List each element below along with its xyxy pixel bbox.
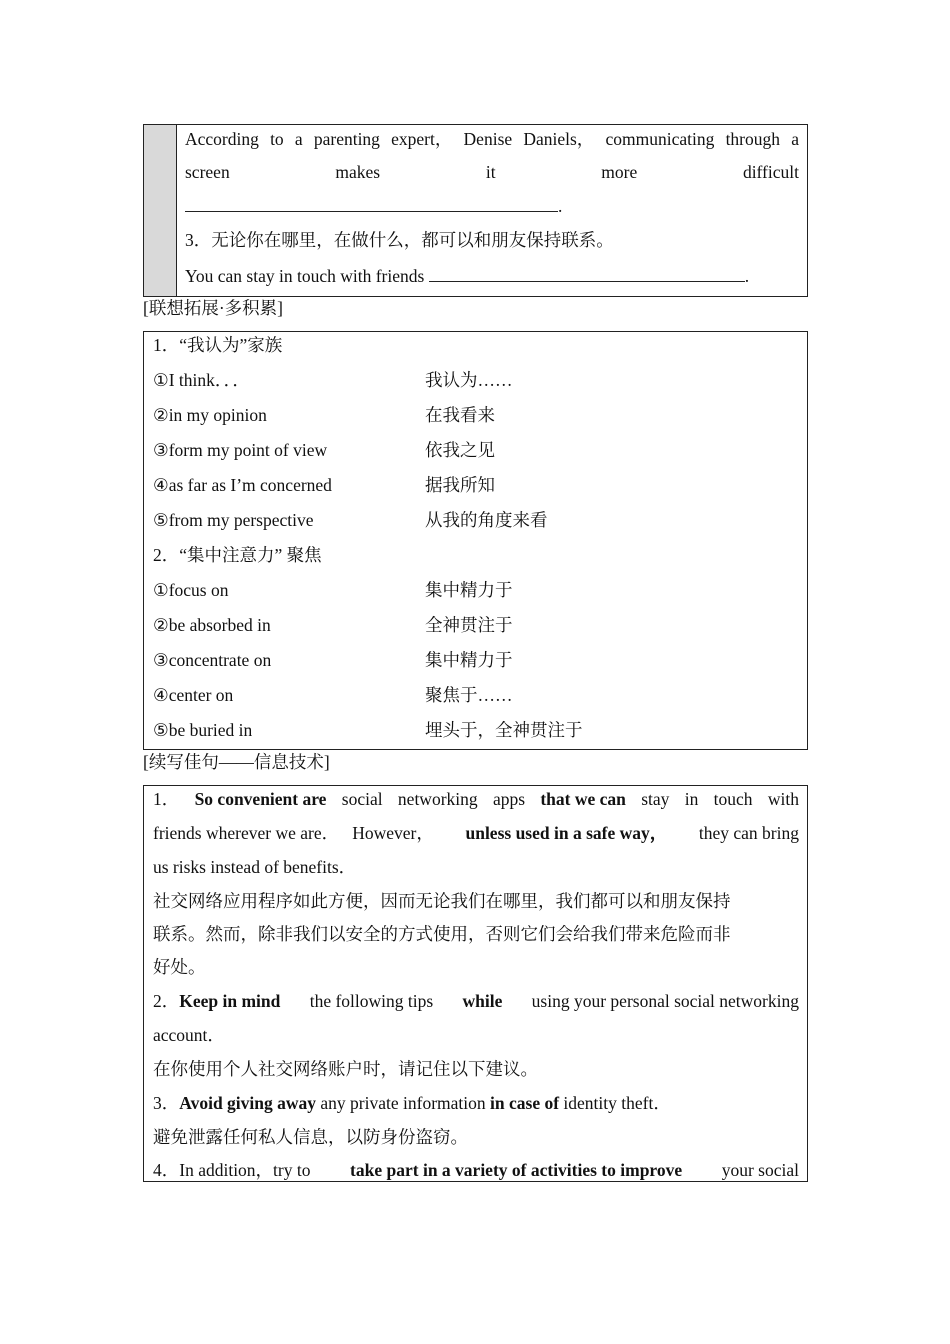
list-item: ②in my opinion 在我看来 — [153, 405, 495, 425]
sentence-2-line-2: account． — [153, 1025, 225, 1045]
sentence-3-line-1: 3．Avoid giving away any private information in case of identity theft． — [153, 1093, 671, 1113]
exercise-line-5: You can stay in touch with friends . — [185, 266, 750, 286]
word: Daniels， — [523, 129, 595, 149]
list-item: ⑤from my perspective 从我的角度来看 — [153, 510, 548, 530]
list-item: ④as far as I’m concerned 据我所知 — [153, 475, 495, 495]
vocabulary-box — [143, 331, 808, 750]
word: makes — [335, 162, 381, 182]
answer-blank[interactable] — [429, 264, 745, 282]
list-item: ①focus on 集中精力于 — [153, 580, 513, 600]
exercise-line-3: . — [185, 194, 799, 218]
word: Denise — [463, 129, 513, 149]
list-item: ⑤be buried in 埋头于，全神贯注于 — [153, 720, 583, 740]
sentence-1-translation: 联系。然而，除非我们以安全的方式使用，否则它们会给我们带来危险而非 — [153, 924, 731, 944]
word: parenting — [313, 129, 380, 149]
word: expert， — [391, 129, 453, 149]
exercise-line-2 — [185, 160, 799, 184]
word: difficult — [742, 162, 799, 182]
sentence-2-translation: 在你使用个人社交网络账户时，请记住以下建议。 — [153, 1059, 538, 1079]
sentence-1-line-3: us risks instead of benefits． — [153, 857, 357, 877]
sentence-2-line-1: 2．Keep in mind the following tips while using your personal social networking — [153, 991, 799, 1011]
sentence-3-translation: 避免泄露任何私人信息，以防身份盗窃。 — [153, 1127, 468, 1147]
group-title: 2．“集中注意力” 聚焦 — [153, 545, 322, 565]
word: through — [725, 129, 781, 149]
word: a — [294, 129, 303, 149]
sentence-1-translation: 好处。 — [153, 957, 206, 977]
sentences-box — [143, 785, 808, 1182]
word: communicating — [605, 129, 715, 149]
word: screen — [185, 162, 230, 182]
word: According — [185, 129, 259, 149]
sentence-1-line-2: friends wherever we are． However， unless used in a safe way， they can bring — [153, 823, 799, 843]
sentence-1-translation: 社交网络应用程序如此方便，因而无论我们在哪里，我们都可以和朋友保持 — [153, 891, 731, 911]
word: to — [270, 129, 284, 149]
answer-blank[interactable] — [185, 194, 558, 212]
list-item: ②be absorbed in 全神贯注于 — [153, 615, 513, 635]
side-bar — [144, 125, 177, 296]
list-item: ④center on 聚焦于…… — [153, 685, 513, 705]
word: more — [601, 162, 638, 182]
section-heading-sentences: [续写佳句——信息技术] — [143, 752, 330, 772]
list-item: ③form my point of view 依我之见 — [153, 440, 495, 460]
list-item: ①I think．．． 我认为…… — [153, 370, 513, 390]
list-item: ③concentrate on 集中精力于 — [153, 650, 513, 670]
section-heading-expand: [联想拓展·多积累] — [143, 298, 283, 318]
sentence-4-line-1: 4．In addition，try to take part in a variety of activities to improve your social — [153, 1160, 799, 1180]
sentence-1-line-1: 1． So convenient are social networking apps that we can stay in touch with — [153, 789, 799, 809]
exercise-line-1 — [185, 127, 799, 151]
group-title: 1．“我认为”家族 — [153, 335, 283, 355]
exercise-prompt-3: 3．无论你在哪里，在做什么，都可以和朋友保持联系。 — [185, 230, 614, 250]
exercise-box — [143, 124, 808, 297]
word: it — [485, 162, 496, 182]
word: a — [791, 129, 799, 149]
